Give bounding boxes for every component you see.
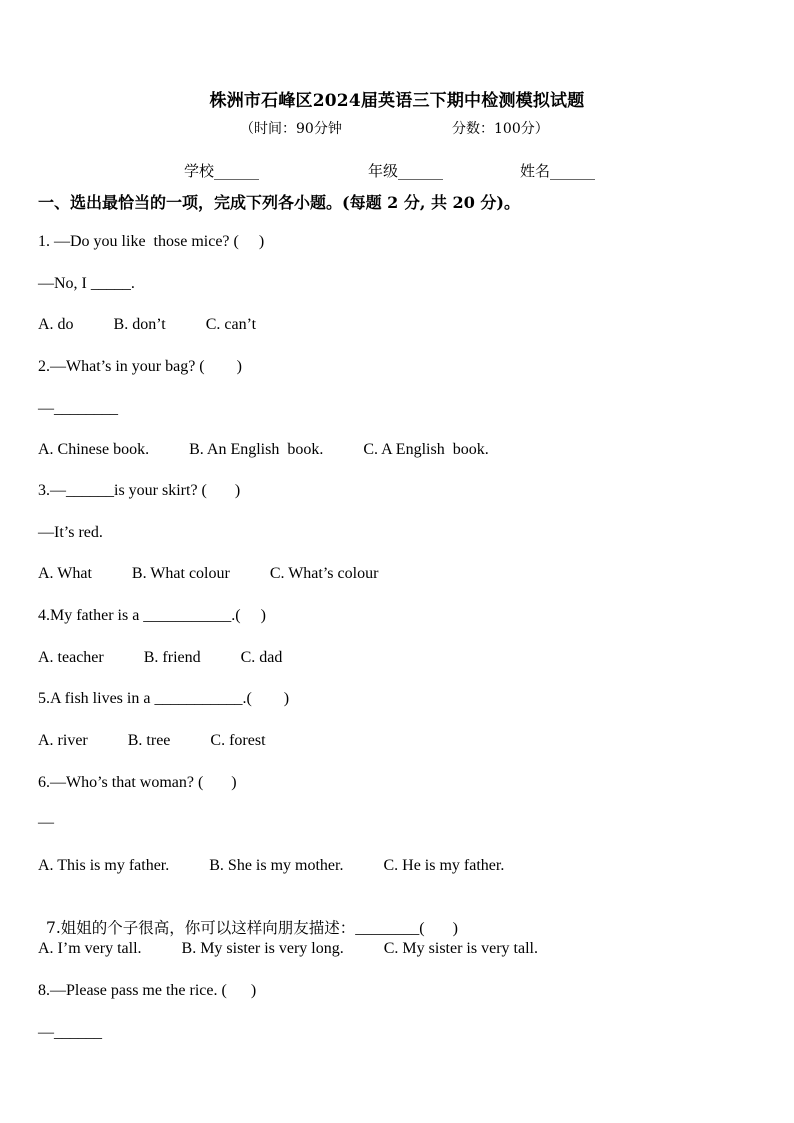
question-1-answer: —No, I _____. [38,275,135,292]
page-title: 株洲市石峰区2024届英语三下期中检测模拟试题 [209,91,585,111]
question-6-options: A. This is my father. B. She is my mother. C. He is my father. [38,857,505,874]
question-8-answer: —______ [38,1024,102,1041]
school-field: 学校______ [184,162,260,180]
question-8-stem: 8.—Please pass me the rice. ( ) [38,982,257,999]
exam-time: （时间：90分钟 [240,121,342,137]
section-heading: 一、选出最恰当的一项，完成下列各小题。(每题 2 分, 共 20 分)。 [38,193,520,212]
question-2-answer: —________ [38,400,118,417]
question-3-stem: 3.—______is your skirt? ( ) [38,482,241,499]
question-2-options: A. Chinese book. B. An English book. C. A English book. [38,441,489,458]
name-field: 姓名______ [520,162,596,180]
question-7-stem-cn: 7.姐姐的个子很高，你可以这样向朋友描述： [46,919,356,937]
question-1-options: A. do B. don’t C. can’t [38,316,257,333]
question-1-stem: 1. —Do you like those mice? ( ) [38,233,265,250]
grade-field: 年级______ [368,162,444,180]
question-5-options: A. river B. tree C. forest [38,732,266,749]
question-6-answer: — [38,814,54,831]
question-6-stem: 6.—Who’s that woman? ( ) [38,774,237,791]
question-3-options: A. What B. What colour C. What’s colour [38,565,379,582]
question-4-stem: 4.My father is a ___________.( ) [38,607,266,624]
question-7-options: A. I’m very tall. B. My sister is very long. C. My sister is very tall. [38,940,538,957]
question-2-stem: 2.—What’s in your bag? ( ) [38,358,242,375]
question-5-stem: 5.A fish lives in a ___________.( ) [38,690,290,707]
exam-score: 分数：100分） [452,121,549,137]
question-7-stem-en: ________( ) [355,920,458,937]
question-4-options: A. teacher B. friend C. dad [38,649,283,666]
question-7-stem [38,898,458,938]
question-3-answer: —It’s red. [38,524,103,541]
